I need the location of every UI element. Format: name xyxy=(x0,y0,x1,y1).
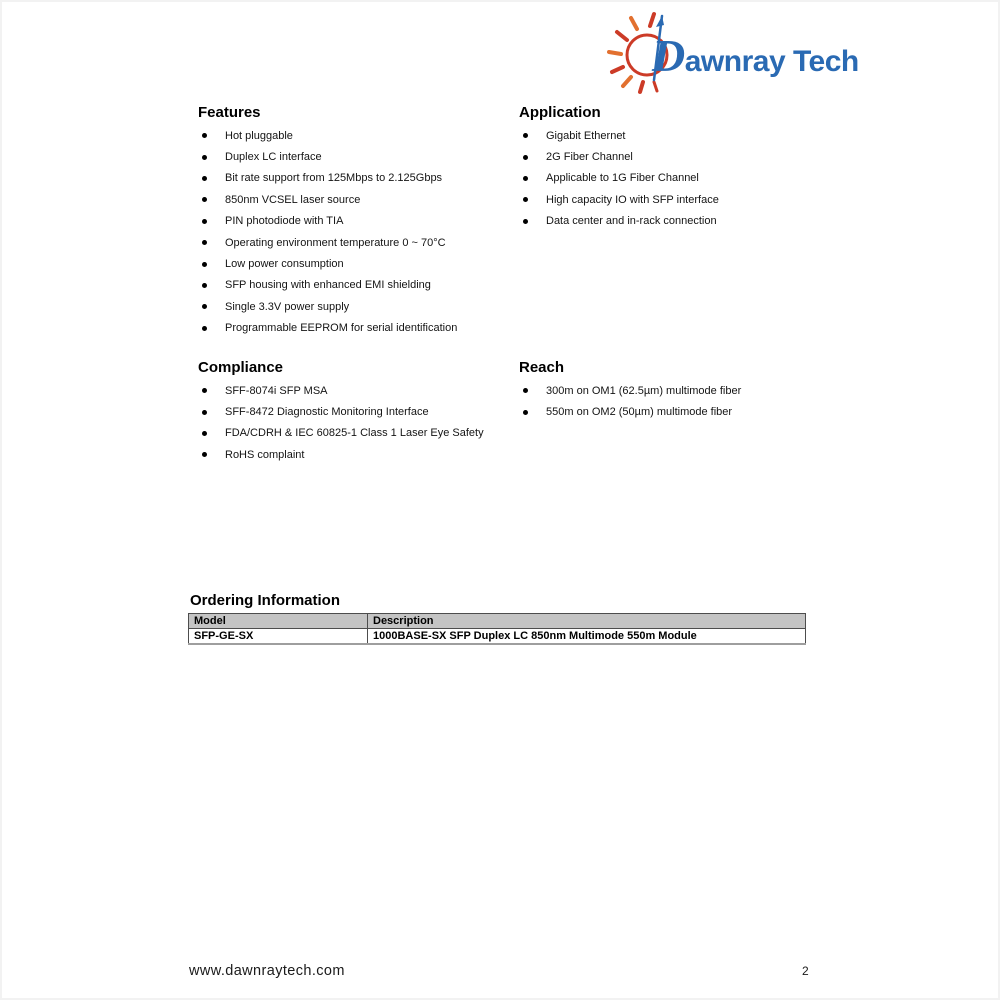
list-item-text: Applicable to 1G Fiber Channel xyxy=(546,172,699,185)
list-item-text: 2G Fiber Channel xyxy=(546,151,633,164)
list-item-text: PIN photodiode with TIA xyxy=(225,215,344,228)
list-item xyxy=(519,168,719,189)
bullet-icon xyxy=(202,452,207,457)
bullet-icon xyxy=(202,219,207,224)
list-item xyxy=(198,444,484,465)
list-item xyxy=(198,380,484,401)
list-item-text: SFF-8472 Diagnostic Monitoring Interface xyxy=(225,406,429,419)
page-number: 2 xyxy=(802,964,809,978)
bullet-icon xyxy=(202,197,207,202)
bullet-icon xyxy=(523,219,528,224)
list-item-text: FDA/CDRH & IEC 60825-1 Class 1 Laser Eye Safety xyxy=(225,427,484,440)
bullet-icon xyxy=(202,262,207,267)
list-item-text: Single 3.3V power supply xyxy=(225,300,350,313)
logo-wordmark: Dawnray Tech xyxy=(652,30,859,81)
ordering-table xyxy=(188,613,806,645)
description-cell: 1000BASE-SX SFP Duplex LC 850nm Multimode 550m Module xyxy=(368,629,806,645)
list-item xyxy=(198,146,457,167)
list-item xyxy=(519,189,719,210)
section-ordering-information xyxy=(188,592,806,645)
footer-website-link[interactable]: www.dawnraytech.com xyxy=(189,963,345,979)
section-compliance xyxy=(198,359,484,466)
bullet-icon xyxy=(523,176,528,181)
reach-list xyxy=(519,380,741,423)
bullet-icon xyxy=(523,388,528,393)
table-row xyxy=(189,629,806,645)
application-list xyxy=(519,125,719,232)
list-item-text: High capacity IO with SFP interface xyxy=(546,193,719,206)
list-item xyxy=(198,423,484,444)
bullet-icon xyxy=(202,240,207,245)
section-reach xyxy=(519,359,741,423)
list-item xyxy=(198,401,484,422)
ordering-information-heading: Ordering Information xyxy=(190,592,340,609)
bullet-icon xyxy=(202,410,207,415)
list-item-text: Data center and in-rack connection xyxy=(546,215,717,228)
application-heading: Application xyxy=(519,104,601,121)
model-column-header: Model xyxy=(189,614,368,629)
list-item-text: 850nm VCSEL laser source xyxy=(225,193,361,206)
list-item xyxy=(519,380,741,401)
table-header-row xyxy=(189,614,806,629)
list-item-text: Low power consumption xyxy=(225,258,344,271)
description-column-header: Description xyxy=(368,614,806,629)
section-features xyxy=(198,104,457,339)
list-item xyxy=(198,189,457,210)
list-item-text: SFP housing with enhanced EMI shielding xyxy=(225,279,431,292)
model-cell: SFP-GE-SX xyxy=(189,629,368,645)
features-heading: Features xyxy=(198,104,261,121)
bullet-icon xyxy=(523,197,528,202)
list-item-text: 550m on OM2 (50µm) multimode fiber xyxy=(546,406,733,419)
list-item-text: 300m on OM1 (62.5µm) multimode fiber xyxy=(546,384,742,397)
list-item xyxy=(519,125,719,146)
list-item-text: RoHS complaint xyxy=(225,448,305,461)
bullet-icon xyxy=(523,155,528,160)
list-item xyxy=(198,232,457,253)
list-item xyxy=(519,211,719,232)
bullet-icon xyxy=(202,431,207,436)
list-item xyxy=(198,296,457,317)
bullet-icon xyxy=(202,155,207,160)
bullet-icon xyxy=(202,388,207,393)
list-item xyxy=(198,211,457,232)
bullet-icon xyxy=(202,176,207,181)
list-item xyxy=(198,125,457,146)
bullet-icon xyxy=(523,410,528,415)
section-application xyxy=(519,104,719,232)
list-item-text: Programmable EEPROM for serial identification xyxy=(225,322,458,335)
compliance-heading: Compliance xyxy=(198,359,284,376)
bullet-icon xyxy=(202,304,207,309)
reach-heading: Reach xyxy=(519,359,565,376)
bullet-icon xyxy=(202,133,207,138)
list-item-text: SFF-8074i SFP MSA xyxy=(225,384,328,397)
features-list xyxy=(198,125,457,339)
list-item-text: Hot pluggable xyxy=(225,129,293,142)
list-item xyxy=(198,168,457,189)
bullet-icon xyxy=(202,326,207,331)
list-item-text: Operating environment temperature 0 ~ 70°C xyxy=(225,236,446,249)
bullet-icon xyxy=(523,133,528,138)
list-item-text: Gigabit Ethernet xyxy=(546,129,626,142)
list-item-text: Bit rate support from 125Mbps to 2.125Gbps xyxy=(225,172,443,185)
list-item xyxy=(519,401,741,422)
list-item xyxy=(198,318,457,339)
list-item xyxy=(198,275,457,296)
list-item xyxy=(519,146,719,167)
list-item xyxy=(198,253,457,274)
bullet-icon xyxy=(202,283,207,288)
list-item-text: Duplex LC interface xyxy=(225,151,322,164)
compliance-list xyxy=(198,380,484,466)
